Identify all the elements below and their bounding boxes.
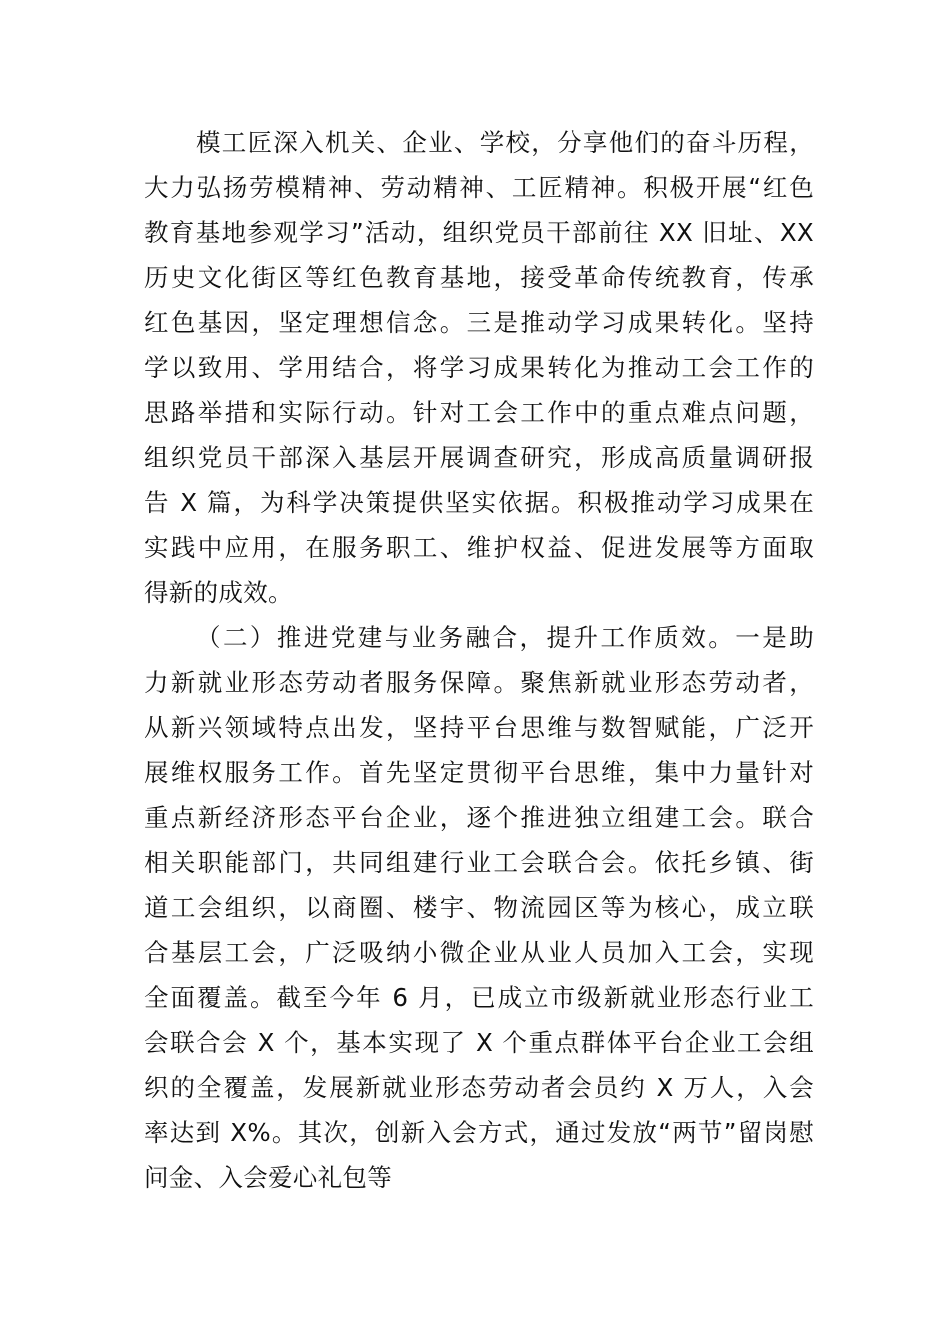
text-line: 历史文化街区等红色教育基地，接受革命传统教育，传承	[144, 263, 814, 292]
text-line: 合基层工会，广泛吸纳小微企业从业人员加入工会，实现	[144, 938, 814, 967]
body-text	[144, 120, 814, 1200]
text-line: 思路举措和实际行动。针对工会工作中的重点难点问题，	[144, 398, 814, 427]
text-line: 率达到 X%。其次，创新入会方式，通过发放“两节”留岗慰	[144, 1118, 814, 1147]
text-line: 模工匠深入机关、企业、学校，分享他们的奋斗历程，	[196, 128, 814, 157]
text-line: 相关职能部门，共同组建行业工会联合会。依托乡镇、街	[144, 848, 814, 877]
text-line: 力新就业形态劳动者服务保障。聚焦新就业形态劳动者，	[144, 668, 814, 697]
text-line: 实践中应用，在服务职工、维护权益、促进发展等方面取	[144, 533, 814, 562]
text-line: 告 X 篇，为科学决策提供坚实依据。积极推动学习成果在	[144, 488, 814, 517]
section-heading-line: （二）推进党建与业务融合，提升工作质效。一是助	[196, 623, 814, 652]
text-line: 红色基因，坚定理想信念。三是推动学习成果转化。坚持	[144, 308, 814, 337]
text-line: 会联合会 X 个，基本实现了 X 个重点群体平台企业工会组	[144, 1028, 814, 1057]
text-line: 从新兴领域特点出发，坚持平台思维与数智赋能，广泛开	[144, 713, 814, 742]
text-line: 道工会组织，以商圈、楼宇、物流园区等为核心，成立联	[144, 893, 814, 922]
text-line: 组织党员干部深入基层开展调查研究，形成高质量调研报	[144, 443, 814, 472]
text-line: 教育基地参观学习”活动，组织党员干部前往 XX 旧址、XX	[144, 218, 814, 247]
text-line: 重点新经济形态平台企业，逐个推进独立组建工会。联合	[144, 803, 814, 832]
text-line: 全面覆盖。截至今年 6 月，已成立市级新就业形态行业工	[144, 983, 814, 1012]
text-line: 织的全覆盖，发展新就业形态劳动者会员约 X 万人，入会	[144, 1073, 814, 1102]
text-line: 问金、入会爱心礼包等	[144, 1163, 392, 1192]
text-line: 大力弘扬劳模精神、劳动精神、工匠精神。积极开展“红色	[144, 173, 814, 202]
text-line: 学以致用、学用结合，将学习成果转化为推动工会工作的	[144, 353, 814, 382]
text-line: 展维权服务工作。首先坚定贯彻平台思维，集中力量针对	[144, 758, 814, 787]
text-line: 得新的成效。	[144, 578, 293, 607]
